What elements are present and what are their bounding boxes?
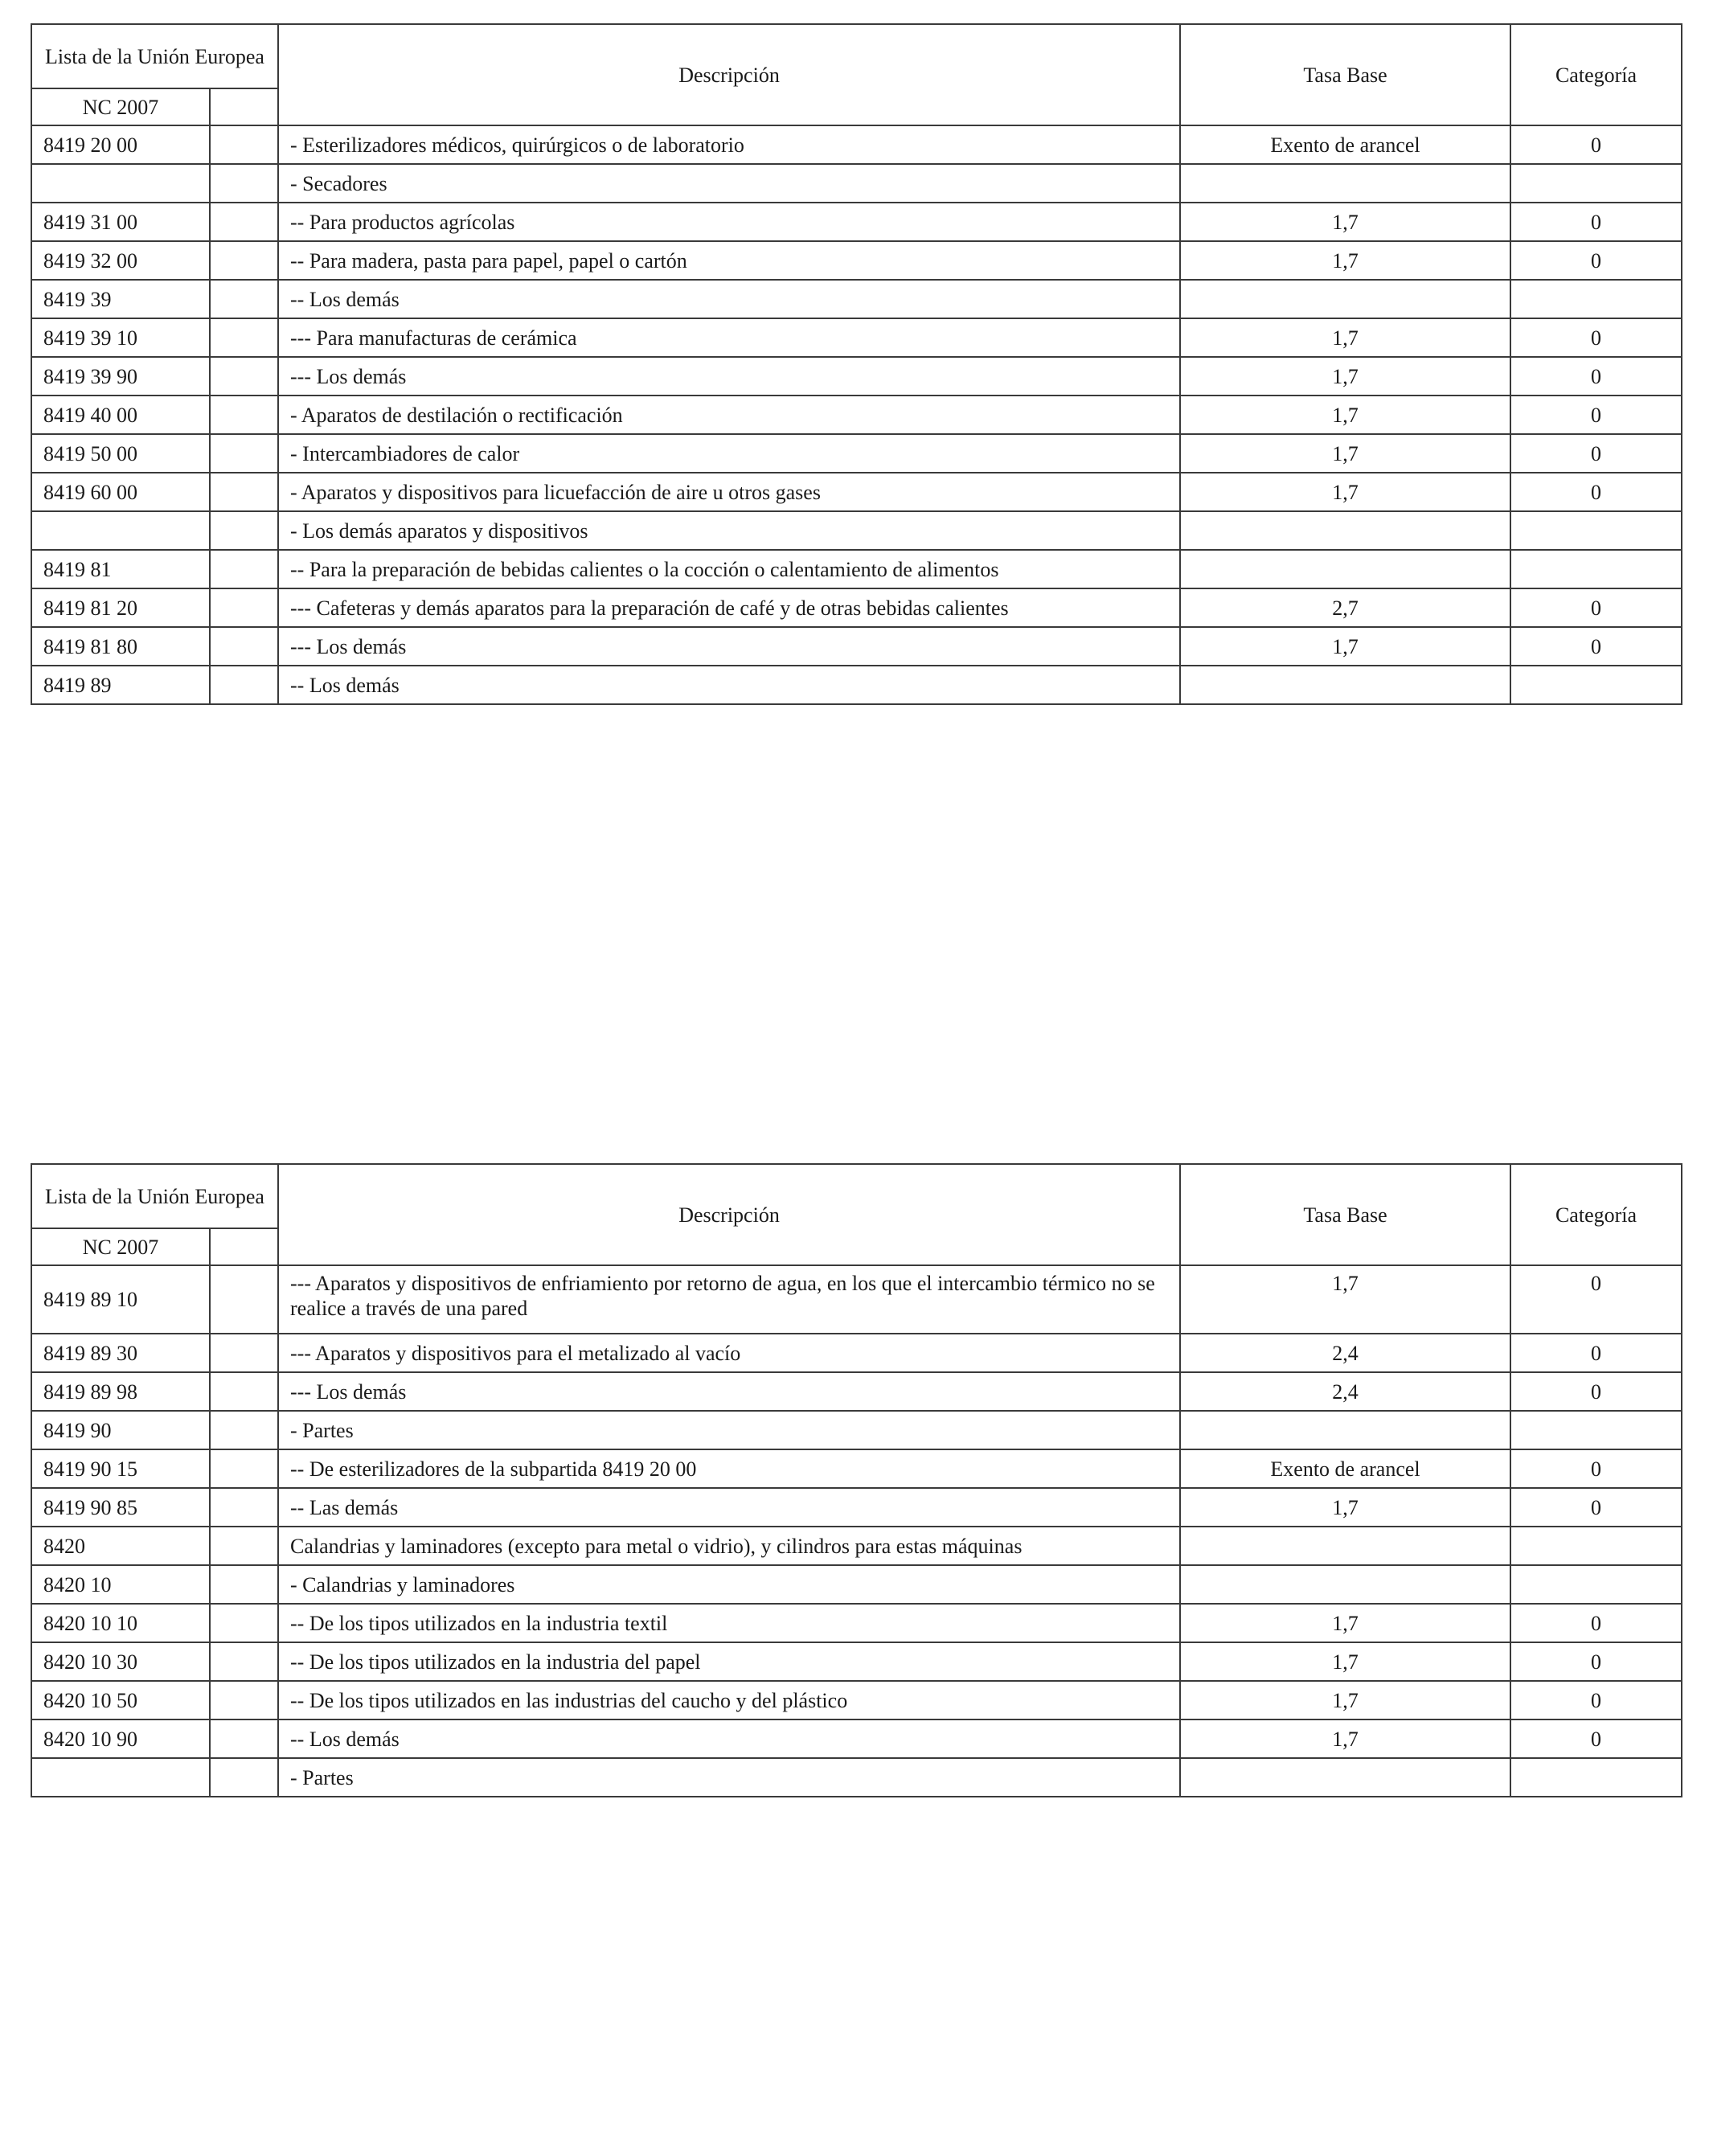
spacer-cell <box>210 1372 278 1411</box>
rate-cell: 1,7 <box>1180 1719 1510 1758</box>
rate-cell: 1,7 <box>1180 241 1510 280</box>
table-row <box>31 396 1682 434</box>
description-cell: -- Las demás <box>278 1488 1180 1527</box>
rate-cell <box>1180 1411 1510 1449</box>
table-row <box>31 473 1682 511</box>
table-row <box>31 1488 1682 1527</box>
description-cell: - Esterilizadores médicos, quirúrgicos o de laboratorio <box>278 125 1180 164</box>
code-cell: 8419 90 15 <box>31 1449 210 1488</box>
description-cell: --- Aparatos y dispositivos para el metalizado al vacío <box>278 1334 1180 1372</box>
description-cell: -- Los demás <box>278 280 1180 318</box>
code-cell: 8420 10 <box>31 1565 210 1604</box>
rate-cell: 1,7 <box>1180 396 1510 434</box>
category-cell: 0 <box>1510 125 1682 164</box>
description-cell: - Partes <box>278 1411 1180 1449</box>
rate-cell: 1,7 <box>1180 473 1510 511</box>
rate-cell <box>1180 1527 1510 1565</box>
code-cell: 8419 32 00 <box>31 241 210 280</box>
table-row <box>31 1265 1682 1334</box>
table-row <box>31 241 1682 280</box>
table-row <box>31 280 1682 318</box>
rate-cell: Exento de arancel <box>1180 1449 1510 1488</box>
table-row <box>31 1681 1682 1719</box>
rate-cell: 2,4 <box>1180 1334 1510 1372</box>
spacer-cell <box>210 1334 278 1372</box>
table-row <box>31 203 1682 241</box>
spacer-cell <box>210 1488 278 1527</box>
base-rate-header-cell: Tasa Base <box>1180 24 1510 125</box>
category-cell <box>1510 1758 1682 1797</box>
code-cell <box>31 164 210 203</box>
table-row <box>31 1411 1682 1449</box>
spacer-cell <box>210 1527 278 1565</box>
code-cell: 8420 10 90 <box>31 1719 210 1758</box>
code-cell: 8419 89 30 <box>31 1334 210 1372</box>
table-row <box>31 357 1682 396</box>
code-cell: 8419 81 80 <box>31 627 210 666</box>
category-cell: 0 <box>1510 241 1682 280</box>
code-cell: 8419 89 10 <box>31 1265 210 1334</box>
spacer-cell <box>210 434 278 473</box>
table-row <box>31 550 1682 588</box>
category-cell: 0 <box>1510 1488 1682 1527</box>
description-cell: - Calandrias y laminadores <box>278 1565 1180 1604</box>
table-row <box>31 588 1682 627</box>
spacer-cell <box>210 1449 278 1488</box>
list-header-cell: Lista de la Unión Europea <box>31 24 278 88</box>
nc-header-cell: NC 2007 <box>31 88 210 125</box>
category-cell: 0 <box>1510 473 1682 511</box>
category-cell <box>1510 164 1682 203</box>
code-cell: 8420 10 30 <box>31 1642 210 1681</box>
spacer-cell <box>210 241 278 280</box>
code-cell: 8419 20 00 <box>31 125 210 164</box>
rate-cell <box>1180 550 1510 588</box>
rate-cell: 1,7 <box>1180 318 1510 357</box>
code-cell: 8419 40 00 <box>31 396 210 434</box>
description-cell: - Partes <box>278 1758 1180 1797</box>
list-header-cell: Lista de la Unión Europea <box>31 1164 278 1228</box>
spacer-cell <box>210 511 278 550</box>
empty-header-cell <box>210 88 278 125</box>
description-cell: -- Los demás <box>278 666 1180 704</box>
code-cell: 8419 31 00 <box>31 203 210 241</box>
description-cell: --- Los demás <box>278 357 1180 396</box>
category-cell: 0 <box>1510 396 1682 434</box>
rate-cell: Exento de arancel <box>1180 125 1510 164</box>
spacer-cell <box>210 125 278 164</box>
table-row <box>31 1334 1682 1372</box>
spacer-cell <box>210 666 278 704</box>
rate-cell: 1,7 <box>1180 434 1510 473</box>
rate-cell <box>1180 1758 1510 1797</box>
base-rate-header-cell: Tasa Base <box>1180 1164 1510 1265</box>
category-cell: 0 <box>1510 627 1682 666</box>
description-cell: -- De esterilizadores de la subpartida 8419 20 00 <box>278 1449 1180 1488</box>
category-cell: 0 <box>1510 1681 1682 1719</box>
empty-header-cell <box>210 1228 278 1265</box>
code-cell <box>31 1758 210 1797</box>
spacer-cell <box>210 396 278 434</box>
spacer-cell <box>210 588 278 627</box>
table-row <box>31 666 1682 704</box>
category-cell: 0 <box>1510 1449 1682 1488</box>
rate-cell: 1,7 <box>1180 1265 1510 1334</box>
description-cell: -- Para madera, pasta para papel, papel o cartón <box>278 241 1180 280</box>
code-cell: 8419 90 <box>31 1411 210 1449</box>
spacer-cell <box>210 164 278 203</box>
description-header-cell: Descripción <box>278 1164 1180 1265</box>
rate-cell: 1,7 <box>1180 627 1510 666</box>
code-cell: 8419 90 85 <box>31 1488 210 1527</box>
table-row <box>31 1527 1682 1565</box>
spacer-cell <box>210 1411 278 1449</box>
description-cell: - Aparatos y dispositivos para licuefacción de aire u otros gases <box>278 473 1180 511</box>
table-row <box>31 1758 1682 1797</box>
category-cell <box>1510 1411 1682 1449</box>
category-cell: 0 <box>1510 1642 1682 1681</box>
code-cell: 8419 60 00 <box>31 473 210 511</box>
category-cell: 0 <box>1510 357 1682 396</box>
description-cell: --- Los demás <box>278 1372 1180 1411</box>
description-cell: --- Los demás <box>278 627 1180 666</box>
description-cell: - Aparatos de destilación o rectificación <box>278 396 1180 434</box>
rate-cell <box>1180 1565 1510 1604</box>
table-row <box>31 1719 1682 1758</box>
description-cell: Calandrias y laminadores (excepto para metal o vidrio), y cilindros para estas máquinas <box>278 1527 1180 1565</box>
spacer-cell <box>210 357 278 396</box>
table-row <box>31 1642 1682 1681</box>
spacer-cell <box>210 1604 278 1642</box>
description-cell: --- Para manufacturas de cerámica <box>278 318 1180 357</box>
description-cell: --- Cafeteras y demás aparatos para la preparación de café y de otras bebidas calientes <box>278 588 1180 627</box>
code-cell: 8419 39 10 <box>31 318 210 357</box>
description-cell: -- Para productos agrícolas <box>278 203 1180 241</box>
spacer-cell <box>210 318 278 357</box>
rate-cell <box>1180 164 1510 203</box>
rate-cell <box>1180 666 1510 704</box>
spacer-cell <box>210 1265 278 1334</box>
rate-cell: 1,7 <box>1180 357 1510 396</box>
code-cell: 8419 89 <box>31 666 210 704</box>
rate-cell <box>1180 511 1510 550</box>
category-cell <box>1510 1527 1682 1565</box>
description-cell: - Secadores <box>278 164 1180 203</box>
description-cell: -- De los tipos utilizados en las industrias del caucho y del plástico <box>278 1681 1180 1719</box>
rate-cell <box>1180 280 1510 318</box>
code-cell: 8419 89 98 <box>31 1372 210 1411</box>
rate-cell: 2,4 <box>1180 1372 1510 1411</box>
rate-cell: 1,7 <box>1180 203 1510 241</box>
code-cell: 8419 81 20 <box>31 588 210 627</box>
category-cell <box>1510 1565 1682 1604</box>
category-cell: 0 <box>1510 318 1682 357</box>
category-cell: 0 <box>1510 434 1682 473</box>
category-cell <box>1510 280 1682 318</box>
spacer-cell <box>210 627 278 666</box>
description-cell: -- Para la preparación de bebidas calientes o la cocción o calentamiento de alimentos <box>278 550 1180 588</box>
description-cell: - Intercambiadores de calor <box>278 434 1180 473</box>
category-cell: 0 <box>1510 203 1682 241</box>
code-cell: 8419 39 <box>31 280 210 318</box>
category-cell: 0 <box>1510 1604 1682 1642</box>
category-cell <box>1510 511 1682 550</box>
description-header-cell: Descripción <box>278 24 1180 125</box>
tariff-table-2 <box>31 1163 1682 1797</box>
spacer-cell <box>210 1719 278 1758</box>
table-row <box>31 1449 1682 1488</box>
table-row <box>31 627 1682 666</box>
table-row <box>31 1565 1682 1604</box>
description-cell: --- Aparatos y dispositivos de enfriamiento por retorno de agua, en los que el intercambio térmico no se realice a través de una pared <box>278 1265 1180 1334</box>
spacer-cell <box>210 473 278 511</box>
table-row <box>31 318 1682 357</box>
code-cell: 8419 50 00 <box>31 434 210 473</box>
code-cell: 8419 81 <box>31 550 210 588</box>
description-cell: -- Los demás <box>278 1719 1180 1758</box>
table-row <box>31 434 1682 473</box>
table-row <box>31 1604 1682 1642</box>
table-row <box>31 1372 1682 1411</box>
spacer-cell <box>210 203 278 241</box>
code-cell: 8420 10 10 <box>31 1604 210 1642</box>
category-cell: 0 <box>1510 1265 1682 1334</box>
code-cell: 8420 <box>31 1527 210 1565</box>
category-header-cell: Categoría <box>1510 1164 1682 1265</box>
rate-cell: 1,7 <box>1180 1488 1510 1527</box>
table-header-row <box>31 24 1682 88</box>
code-cell <box>31 511 210 550</box>
spacer-cell <box>210 1681 278 1719</box>
table-row <box>31 164 1682 203</box>
spacer-cell <box>210 280 278 318</box>
description-cell: -- De los tipos utilizados en la industria textil <box>278 1604 1180 1642</box>
code-cell: 8419 39 90 <box>31 357 210 396</box>
table-row <box>31 125 1682 164</box>
table-header-row <box>31 1164 1682 1228</box>
rate-cell: 2,7 <box>1180 588 1510 627</box>
category-cell: 0 <box>1510 1372 1682 1411</box>
category-header-cell: Categoría <box>1510 24 1682 125</box>
nc-header-cell: NC 2007 <box>31 1228 210 1265</box>
description-cell: - Los demás aparatos y dispositivos <box>278 511 1180 550</box>
spacer-cell <box>210 1642 278 1681</box>
code-cell: 8420 10 50 <box>31 1681 210 1719</box>
table-row <box>31 511 1682 550</box>
description-cell: -- De los tipos utilizados en la industria del papel <box>278 1642 1180 1681</box>
category-cell: 0 <box>1510 588 1682 627</box>
rate-cell: 1,7 <box>1180 1642 1510 1681</box>
spacer-cell <box>210 550 278 588</box>
spacer-cell <box>210 1565 278 1604</box>
category-cell: 0 <box>1510 1719 1682 1758</box>
category-cell <box>1510 666 1682 704</box>
tariff-table-1 <box>31 23 1682 705</box>
category-cell: 0 <box>1510 1334 1682 1372</box>
rate-cell: 1,7 <box>1180 1681 1510 1719</box>
category-cell <box>1510 550 1682 588</box>
spacer-cell <box>210 1758 278 1797</box>
rate-cell: 1,7 <box>1180 1604 1510 1642</box>
